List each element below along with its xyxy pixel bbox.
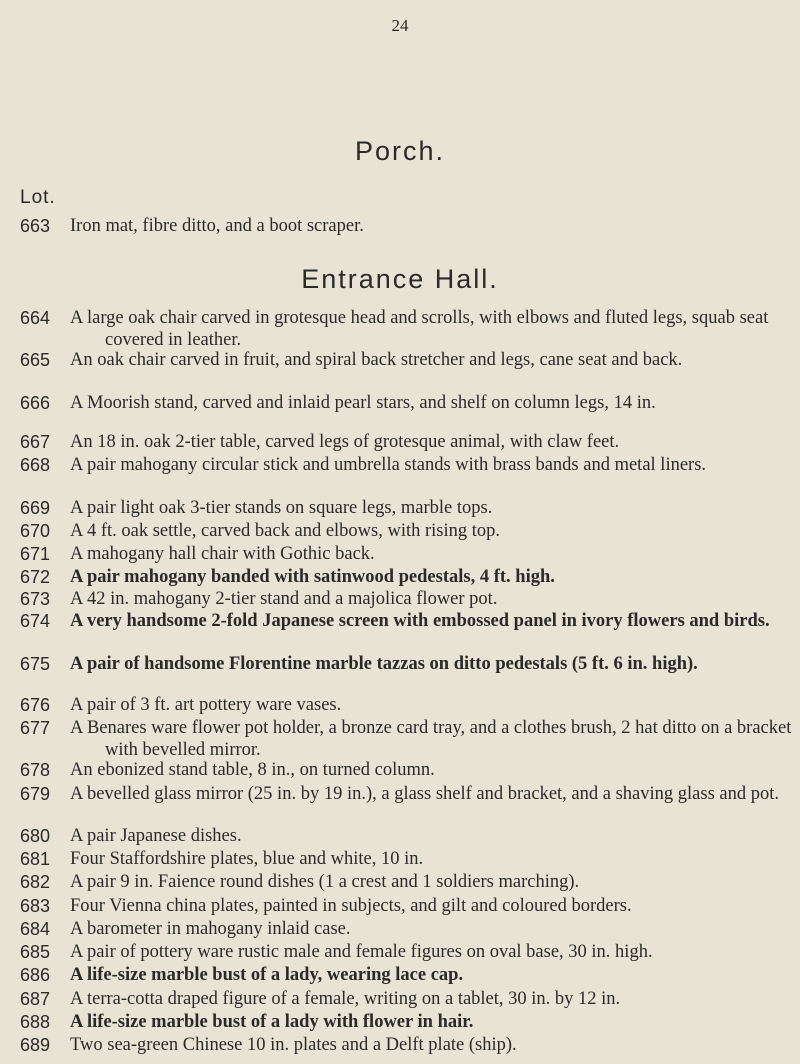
lot-description: A large oak chair carved in grotesque head and scrolls, with elbows and fluted legs, squab seat covered in leather. [70, 308, 769, 350]
lot-number: 677 [20, 718, 51, 738]
lot-description: A pair of pottery ware rustic male and female figures on oval base, 30 in. high. [70, 942, 653, 962]
section-heading-porch: Porch. [354, 136, 446, 166]
lot-number: 667 [20, 432, 51, 452]
lot-number: 670 [20, 521, 51, 541]
lot-description: A pair light oak 3-tier stands on square legs, marble tops. [70, 498, 493, 518]
lot-entry [20, 431, 780, 453]
lot-description: Four Vienna china plates, painted in subjects, and gilt and coloured borders. [70, 896, 632, 916]
lot-number: 679 [20, 784, 51, 804]
lot-number: 671 [20, 544, 51, 564]
page-number: 24 [391, 16, 409, 35]
lot-entry [20, 964, 780, 986]
lot-number: 673 [20, 589, 51, 609]
lot-description: An oak chair carved in fruit, and spiral back stretcher and legs, cane seat and back. [70, 350, 683, 370]
lot-number: 666 [20, 393, 51, 413]
lot-entry [20, 759, 780, 781]
lot-number: 685 [20, 942, 51, 962]
lot-description: A terra-cotta draped figure of a female, writing on a tablet, 30 in. by 12 in. [70, 989, 621, 1009]
lot-entry [20, 825, 780, 847]
lot-entry [20, 307, 780, 351]
lot-number: 672 [20, 567, 51, 587]
lot-description: A pair of 3 ft. art pottery ware vases. [70, 695, 342, 715]
lot-description: A pair Japanese dishes. [70, 826, 242, 846]
lot-number: 682 [20, 872, 51, 892]
lot-number: 684 [20, 919, 51, 939]
lot-entry [20, 349, 780, 371]
lot-entry [20, 988, 780, 1010]
lot-number: 681 [20, 849, 51, 869]
lot-entry [20, 783, 780, 805]
lot-number: 664 [20, 308, 51, 328]
lot-entry [20, 392, 780, 414]
lot-entry [20, 1034, 780, 1056]
lot-entry [20, 895, 780, 917]
lot-description: A pair mahogany circular stick and umbrella stands with brass bands and metal liners. [70, 455, 707, 475]
lot-description: A 4 ft. oak settle, carved back and elbows, with rising top. [70, 521, 501, 541]
lot-number: 668 [20, 455, 51, 475]
lot-entry [20, 918, 780, 940]
lot-number: 686 [20, 965, 51, 985]
lot-description: A very handsome 2-fold Japanese screen with embossed panel in ivory flowers and birds. [70, 611, 770, 631]
lot-entry [20, 520, 780, 542]
lot-number: 669 [20, 498, 51, 518]
lot-entry [20, 497, 780, 519]
lot-number: 680 [20, 826, 51, 846]
lot-description: A Benares ware flower pot holder, a bronze card tray, and a clothes brush, 2 hat ditto on a bracket with bevelled mirror. [70, 718, 792, 760]
lot-description: A bevelled glass mirror (25 in. by 19 in.), a glass shelf and bracket, and a shaving glass and pot. [70, 784, 780, 804]
lot-description: Two sea-green Chinese 10 in. plates and a Delft plate (ship). [70, 1035, 517, 1055]
lot-entry [20, 653, 780, 675]
lot-entry [20, 588, 780, 610]
lot-description: A barometer in mahogany inlaid case. [70, 919, 351, 939]
lot-description: A pair 9 in. Faience round dishes (1 a crest and 1 soldiers marching). [70, 872, 580, 892]
lot-number: 674 [20, 611, 51, 631]
lot-description: A pair mahogany banded with satinwood pedestals, 4 ft. high. [70, 567, 555, 587]
lot-number: 676 [20, 695, 51, 715]
lot-entry [20, 871, 780, 893]
lot-entry [20, 848, 780, 870]
lot-description: Four Staffordshire plates, blue and white, 10 in. [70, 849, 424, 869]
lot-number: 687 [20, 989, 51, 1009]
lot-description: A life-size marble bust of a lady with flower in hair. [70, 1012, 474, 1032]
lot-column-label: Lot. [20, 187, 56, 208]
lot-description: A 42 in. mahogany 2-tier stand and a majolica flower pot. [70, 589, 498, 609]
lot-number: 689 [20, 1035, 51, 1055]
lot-number: 688 [20, 1012, 51, 1032]
lot-entry [20, 941, 780, 963]
lot-entry [20, 717, 792, 761]
lot-entry [20, 610, 780, 632]
lot-description: A Moorish stand, carved and inlaid pearl stars, and shelf on column legs, 14 in. [70, 393, 656, 413]
lot-description: An 18 in. oak 2-tier table, carved legs of grotesque animal, with claw feet. [70, 432, 620, 452]
lot-number: 683 [20, 896, 51, 916]
lot-description: A mahogany hall chair with Gothic back. [70, 544, 375, 564]
lot-entry [20, 1011, 780, 1033]
lot-description: A life-size marble bust of a lady, wearing lace cap. [70, 965, 464, 985]
lot-number: 663 [20, 216, 51, 236]
lot-description: An ebonized stand table, 8 in., on turned column. [70, 760, 435, 780]
lot-number: 665 [20, 350, 51, 370]
lot-number: 675 [20, 654, 51, 674]
lot-entry [20, 215, 780, 237]
lot-entry [20, 694, 780, 716]
section-heading-entrance-hall: Entrance Hall. [301, 264, 499, 294]
lot-entry [20, 566, 780, 588]
lot-description: Iron mat, fibre ditto, and a boot scraper. [70, 216, 364, 236]
lot-entry [20, 454, 780, 476]
lot-entry [20, 543, 780, 565]
lot-description: A pair of handsome Florentine marble tazzas on ditto pedestals (5 ft. 6 in. high). [70, 654, 698, 674]
lot-number: 678 [20, 760, 51, 780]
